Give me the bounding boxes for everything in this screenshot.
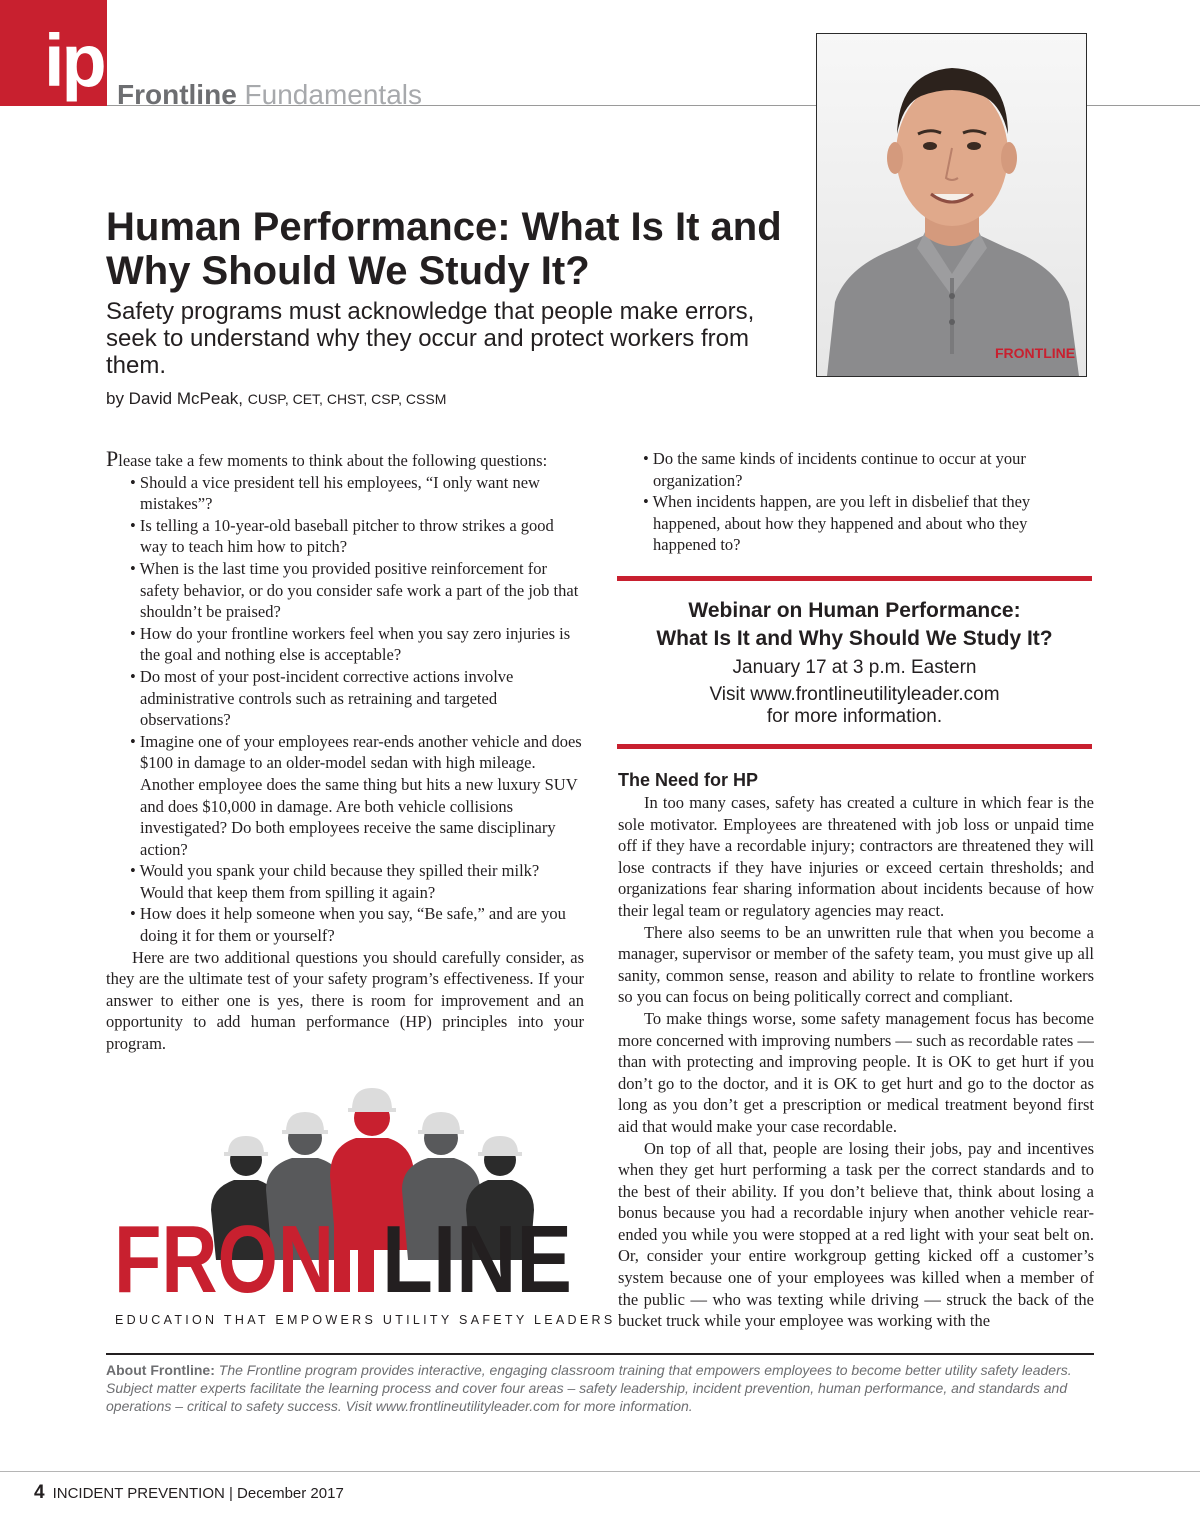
list-item: • Imagine one of your employees rear-ends another vehicle and does $100 in damage to an older-model sedan with high mileage. Another employee does the same thing but hits a new luxury SUV and does $10,000 in damage. Are both vehicle collisions investigated? Do both employees receive the same disciplinary action? [106,731,584,861]
list-item: • When is the last time you provided positive reinforcement for safety behavior, or do you consider safe work a part of the job that shouldn’t be praised? [106,558,584,623]
logo-t-left-leg [334,1200,350,1292]
section-label-light: Fundamentals [244,79,422,110]
author-photo [816,33,1087,377]
list-item: • Do the same kinds of incidents continue to occur at your organization? [641,448,1081,491]
need-paragraph: To make things worse, some safety management focus has become more concerned with improving numbers — such as recordable rates — than with protecting and improving people. It is OK to get hurt if you don’t go to the doctor, and it is OK to get hurt and go to the doctor as long as you don’t get a prescription or medical treatment beyond first aid that would make your case recordable. [618,1008,1094,1136]
list-item: • Should a vice president tell his employees, “I only want new mistakes”? [106,472,584,515]
need-paragraph: On top of all that, people are losing their jobs, pay and incentives when they get hurt performing a task per the correct standards and to the best of their ability. If you don’t believe that, think about losing a bonus because you had a recordable injury when another vehicle rear-ended you while you were stopped at a red light with your seat belt on. Or, consider your entire workgroup getting kicked off a customer’s system because one of your employees was killed when a member of the public — who was texting while driving — struck the back of the bucket truck while your employee was working with the [618,1138,1094,1331]
section-label [117,79,422,111]
article-subtitle: Safety programs must acknowledge that people make errors, seek to understand why they occur and protect workers from them. [106,298,755,379]
ip-logo-text: ip [44,19,104,102]
webinar-callout [617,597,1092,728]
logo-tagline: EDUCATION THAT EMPOWERS UTILITY SAFETY LEADERS [115,1313,616,1327]
list-item: • How do your frontline workers feel when you say zero injuries is the goal and nothing else is acceptable? [106,623,584,666]
webinar-rule-top [617,576,1092,581]
about-frontline [106,1361,1096,1415]
author-credentials: CUSP, CET, CHST, CSP, CSSM [247,391,447,407]
logo-t-right-leg [358,1200,374,1292]
webinar-title-line1: Webinar on Human Performance: [688,599,1021,622]
header-divider-right [1087,105,1200,106]
section-label-bold: Frontline [117,79,237,110]
list-item: • How does it help someone when you say, “Be safe,” and are you doing it for them or yourself? [106,903,584,946]
webinar-title-line2: What Is It and Why Should We Study It? [656,627,1053,650]
right-column-questions [641,448,1081,556]
need-paragraph: There also seems to be an unwritten rule that when you become a manager, supervisor or member of the safety team, you must give up all sanity, common sense, reason and ability to relate to frontline workers so you can focus on being politically correct and compliant. [618,922,1094,1007]
page-footer [34,1482,344,1505]
page-number: 4 [34,1482,45,1503]
ip-logo [0,0,107,106]
closing-paragraph: Here are two additional questions you should carefully consider, as they are the ultimate test of your safety program’s effectiveness. If your answer to either one is yes, there is room for improvement and an opportunity to add human performance (HP) principles into your program. [106,947,584,1054]
question-list-right [641,448,1081,556]
list-item: • When incidents happen, are you left in disbelief that they happened, about how they happened and about who they happened to? [641,491,1081,556]
left-column [106,448,584,1055]
question-list-left [106,472,584,947]
logo-word-right: LINE [382,1206,572,1313]
list-item: • Is telling a 10-year-old baseball pitcher to throw strikes a good way to teach him how to pitch? [106,515,584,558]
list-item: • Do most of your post-incident corrective actions involve administrative controls such as retraining and targeted observations? [106,666,584,731]
article-title: Human Performance: What Is It and Why Should We Study It? [106,205,782,293]
list-item: • Would you spank your child because they spilled their milk? Would that keep them from spilling it again? [106,860,584,903]
author-name: by David McPeak, [106,389,243,408]
byline [106,388,446,410]
webinar-more-info: for more information. [766,706,943,727]
about-divider [106,1353,1094,1355]
about-text: The Frontline program provides interactive, engaging classroom training that empowers employees to become better utility safety leaders. Subject matter experts facilitate the learning process and cover four areas – safety leadership, incident prevention, human performance, and standards and operations – critical to safety success. Visit www.frontlineutilityleader.com for more information. [106,1362,1072,1414]
webinar-rule-bottom [617,744,1092,749]
need-section-body [618,792,1094,1332]
intro-text: Please take a few moments to think about the following questions: [106,446,548,471]
section-heading: The Need for HP [618,770,759,790]
author-portrait [817,34,1086,376]
frontline-logo [106,1080,616,1330]
webinar-link[interactable]: Visit www.frontlineutilityleader.com [709,684,1000,705]
logo-word-left: FRON [114,1206,334,1313]
publication-info: INCIDENT PREVENTION | December 2017 [52,1485,344,1502]
about-label: About Frontline: [106,1362,215,1378]
footer-divider [0,1471,1200,1472]
shirt-logo-text: FRONTLINE [995,345,1076,361]
need-paragraph: In too many cases, safety has created a culture in which fear is the sole motivator. Employees are threatened with job loss or unpaid time off if they have a recordable injury; contractors are threatened they will lose contracts if they have injuries or exceed certain thresholds; and organizations fear sharing information about incidents because of how their legal team or regulatory agencies may react. [618,793,1094,920]
webinar-date: January 17 at 3 p.m. Eastern [732,657,977,678]
